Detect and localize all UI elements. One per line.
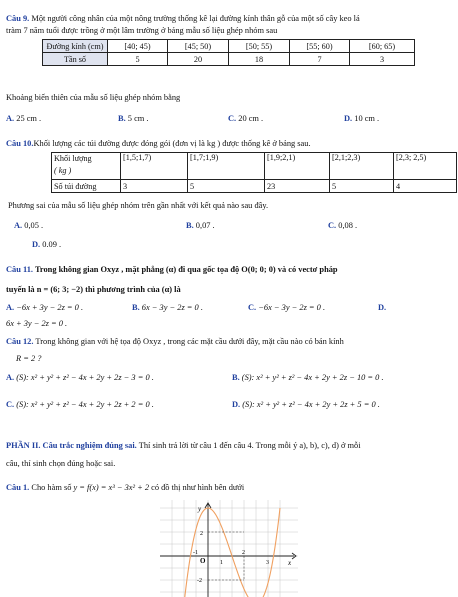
q10-table-header: [52, 153, 457, 180]
q10-option-c[interactable]: C. 0,08 .: [328, 221, 358, 230]
q10-question: Phương sai của mẫu số liệu ghép nhóm trên gần nhất với kết quả nào sau đây.: [8, 201, 269, 210]
table-cell: 18: [229, 53, 290, 66]
table-cell: Tần số: [43, 53, 108, 66]
table-cell: Khối lượng ( kg ): [52, 153, 121, 180]
y-tick-label: -2: [197, 578, 202, 584]
p2q1-line: Câu 1. Cho hàm số y = f(x) = x³ − 3x² + 2 có đồ thị như hình bên dưới: [6, 483, 245, 492]
table-cell: 5: [330, 180, 394, 193]
x-tick-label: -1: [193, 550, 198, 556]
part2-heading: PHẦN II. Câu trắc nghiệm đúng sai. Thí sinh trả lời từ câu 1 đến câu 4. Trong mỗi ý a), b), c), d) ở mỗi: [6, 441, 361, 450]
q11-option-c[interactable]: C. −6x − 3y − 2z = 0 .: [248, 303, 326, 312]
table-cell: [55; 60): [290, 40, 350, 53]
q12-label: Câu 12.: [6, 337, 34, 346]
q10-label: Câu 10.: [6, 139, 34, 148]
table-cell: 20: [168, 53, 229, 66]
q9-option-a[interactable]: A. 25 cm .: [6, 114, 42, 123]
part2-line2: câu, thí sinh chọn đúng hoặc sai.: [6, 459, 116, 468]
table-cell: [50; 55): [229, 40, 290, 53]
table-cell: [1,5;1,7): [121, 153, 188, 180]
q12-line2: R = 2 ?: [16, 354, 42, 363]
x-tick-label: 3: [266, 560, 269, 566]
q12-option-d[interactable]: D. (S): x² + y² + z² − 4x + 2y + 2z + 5 = 0 .: [232, 400, 380, 409]
q11-line1: Câu 11. Trong không gian Oxyz , mặt phẳng (α) đi qua gốc tọa độ O(0; 0; 0) và có vectơ pháp: [6, 265, 338, 274]
function-graph: [160, 500, 298, 597]
q10-line1: Câu 10.Khối lượng các túi đường được đóng gói (đơn vị là kg ) được thống kê ở bảng sau.: [6, 139, 311, 148]
table-cell: 23: [265, 180, 330, 193]
q9-table: [42, 39, 415, 66]
q9-option-c[interactable]: C. 20 cm .: [228, 114, 264, 123]
q9-label: Câu 9.: [6, 14, 30, 23]
q10-table-row: [52, 180, 457, 193]
q11-label: Câu 11.: [6, 265, 33, 274]
table-cell: 3: [350, 53, 415, 66]
q9-line1: Câu 9. Một người công nhân của một nông trường thống kê lại đường kính thân gỗ của một số cây keo lá: [6, 14, 360, 23]
q11-option-a[interactable]: A. −6x + 3y − 2z = 0 .: [6, 303, 84, 312]
q10-option-d[interactable]: D. 0.09 .: [32, 240, 62, 249]
table-cell: Đường kính (cm): [43, 40, 108, 53]
x-axis-label: x: [288, 559, 292, 567]
q9-option-d[interactable]: D. 10 cm .: [344, 114, 380, 123]
q9-option-b[interactable]: B. 5 cm .: [118, 114, 149, 123]
q11-option-d-key[interactable]: D.: [378, 303, 387, 312]
table-cell: 4: [394, 180, 457, 193]
q11-option-b[interactable]: B. 6x − 3y − 2z = 0 .: [132, 303, 203, 312]
table-cell: [1,9;2,1): [265, 153, 330, 180]
q9-table-row: [43, 53, 415, 66]
q11-line2: tuyến là n = (6; 3; −2) thì phương trình của (α) là: [6, 285, 181, 294]
table-cell: [45; 50): [168, 40, 229, 53]
q10-table: [51, 152, 457, 193]
q9-line2: tràm 7 năm tuổi được trồng ở một lâm trường ở bảng mẫu số liệu ghép nhóm sau: [6, 26, 278, 35]
y-axis-label: y: [198, 505, 202, 513]
x-tick-label: 1: [220, 560, 223, 566]
q12-line1: Câu 12. Trong không gian với hệ tọa độ Oxyz , trong các mặt cầu dưới đây, mặt cầu nào có bán kính: [6, 337, 344, 346]
q10-option-a[interactable]: A. 0,05 .: [14, 221, 44, 230]
x-tick-label: 2: [242, 550, 245, 556]
table-cell: [60; 65): [350, 40, 415, 53]
p2q1-label: Câu 1.: [6, 483, 30, 492]
y-tick-label: 2: [200, 531, 203, 537]
table-cell: 5: [188, 180, 265, 193]
p2q1-formula: y = f(x) = x³ − 3x² + 2: [73, 483, 150, 492]
table-cell: 3: [121, 180, 188, 193]
q12-option-c[interactable]: C. (S): x² + y² + z² − 4x + 2y + 2z + 2 = 0 .: [6, 400, 154, 409]
table-cell: [2,3; 2,5): [394, 153, 457, 180]
origin-label: O: [200, 557, 206, 565]
q10-option-b[interactable]: B. 0,07 .: [186, 221, 215, 230]
q11-option-d-text[interactable]: 6x + 3y − 2z = 0 .: [6, 319, 68, 328]
table-cell: 7: [290, 53, 350, 66]
table-cell: [1,7;1,9): [188, 153, 265, 180]
q9-table-header: [43, 40, 415, 53]
table-cell: [40; 45): [108, 40, 168, 53]
table-cell: Số túi đường: [52, 180, 121, 193]
q12-option-b[interactable]: B. (S): x² + y² + z² − 4x + 2y + 2z − 10 = 0 .: [232, 373, 384, 382]
q12-option-a[interactable]: A. (S): x² + y² + z² − 4x + 2y + 2z − 3 = 0 .: [6, 373, 154, 382]
table-cell: 5: [108, 53, 168, 66]
q9-question: Khoảng biến thiên của mẫu số liệu ghép nhóm bằng: [6, 93, 181, 102]
table-cell: [2,1;2,3): [330, 153, 394, 180]
part2-title: PHẦN II. Câu trắc nghiệm đúng sai.: [6, 441, 137, 450]
